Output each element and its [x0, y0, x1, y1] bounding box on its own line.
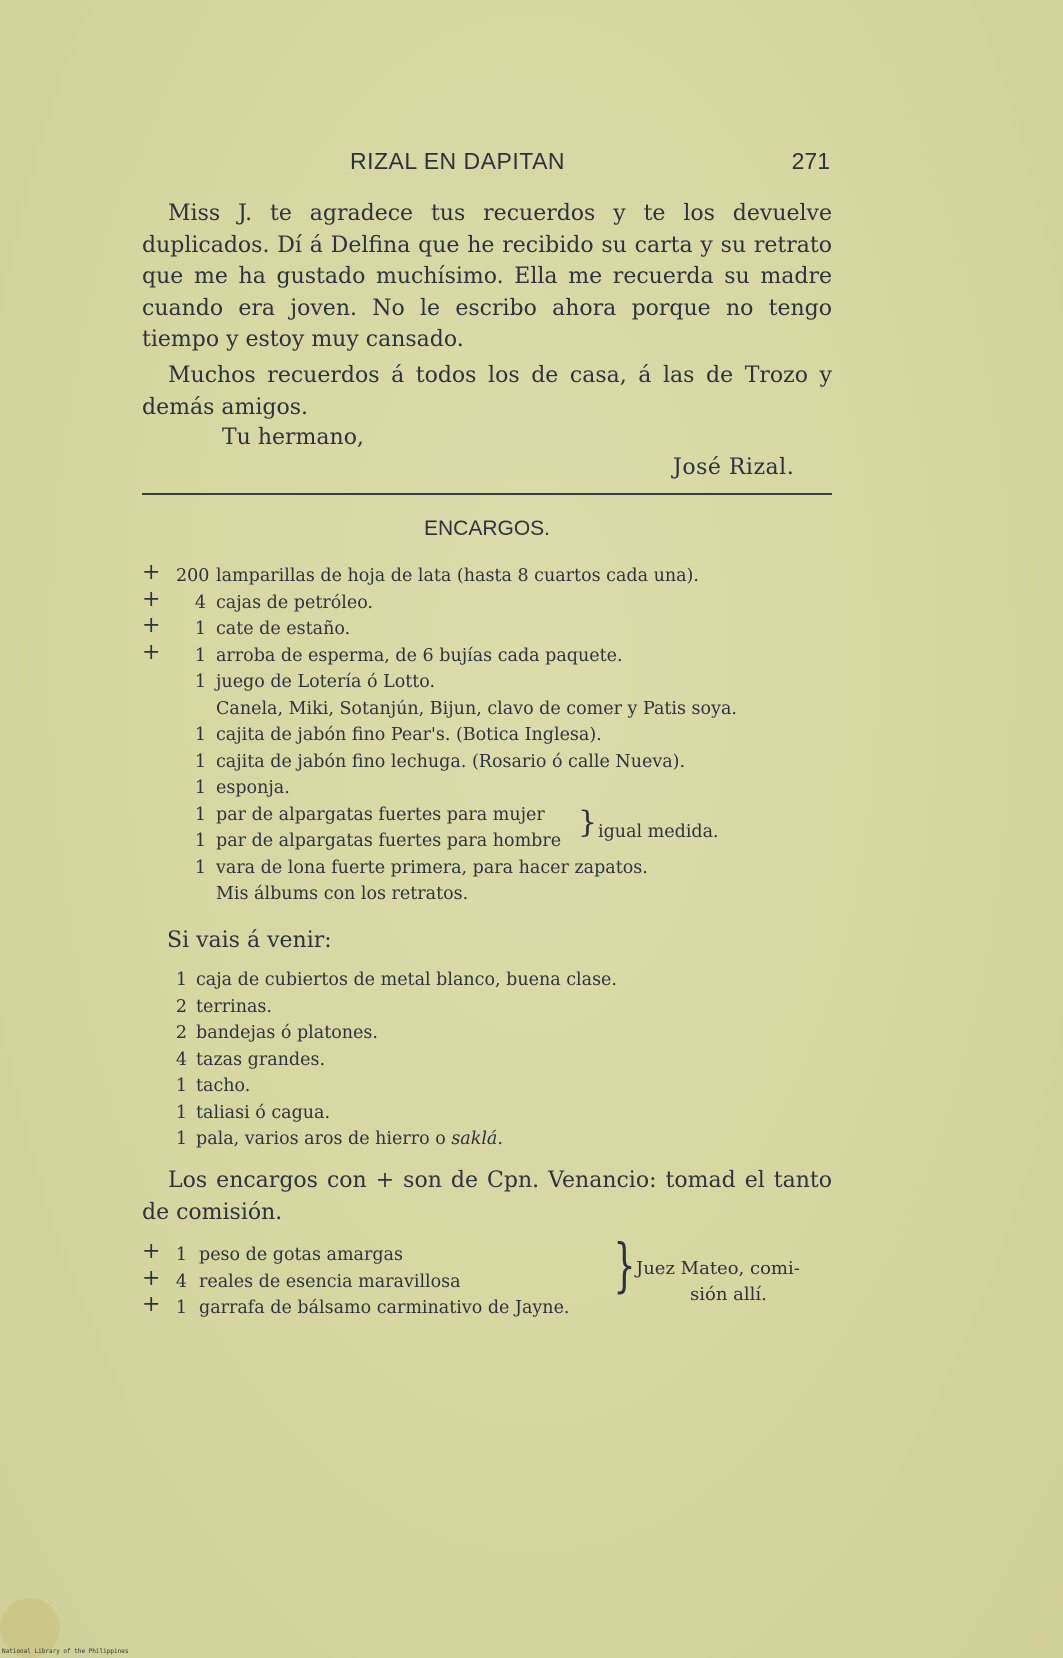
item-text: [196, 1100, 330, 1126]
item-text: [199, 1242, 403, 1268]
final-note-line1: Juez Mateo, comi-: [636, 1258, 800, 1279]
item-text: [196, 1020, 378, 1046]
item-text-body: cajas de petróleo.: [216, 592, 373, 613]
item-text-body: cajita de jabón fino lechuga. (Rosario ó calle Nueva).: [216, 751, 686, 772]
plus-mark: +: [142, 613, 161, 638]
item-quantity: 1: [194, 857, 206, 878]
item-text-italic: saklá.: [451, 1129, 503, 1149]
final-brace: }: [613, 1231, 636, 1299]
item-quantity: 2: [175, 996, 187, 1017]
item-quantity: 1: [175, 1245, 187, 1265]
item-quantity: 1: [194, 831, 206, 851]
item-text-body: arroba de esperma, de 6 bujías cada paquete.: [216, 645, 623, 666]
item-text-body: taliasi ó cagua.: [196, 1102, 331, 1123]
item-text: [199, 1269, 461, 1295]
item-quantity: 1: [194, 751, 206, 772]
item-text-body: Mis álbums con los retratos.: [216, 884, 469, 904]
item-text-body: vara de lona fuerte primera, para hacer zapatos.: [216, 857, 648, 878]
item-text-body: tacho.: [196, 1076, 251, 1096]
item-text: [216, 616, 350, 642]
item-quantity: 1: [175, 1129, 187, 1149]
item-text-body: tazas grandes.: [196, 1049, 326, 1070]
item-quantity: 1: [175, 1298, 187, 1318]
item-text: [216, 802, 545, 828]
item-text: [216, 855, 648, 881]
divider: [142, 493, 832, 495]
item-text: [196, 967, 617, 993]
item-text: [196, 994, 272, 1020]
item-quantity: 4: [175, 1049, 187, 1070]
item-text-body: cate de estaño.: [216, 619, 351, 639]
item-text-body: reales de esencia maravillosa: [199, 1271, 461, 1292]
plus-mark: +: [142, 1265, 161, 1291]
item-text: [216, 828, 561, 854]
item-text: [216, 881, 468, 907]
letter-signature: José Rizal.: [673, 455, 795, 480]
item-text-body: lamparillas de hoja de lata (hasta 8 cuartos cada una).: [216, 566, 699, 586]
item-text: [216, 643, 623, 669]
item-text-body: pala, varios aros de hierro o: [196, 1129, 452, 1149]
closing-note: Los encargos con + son de Cpn. Venancio: tomad el tanto de comisión.: [142, 1168, 832, 1225]
letter-closing: Tu hermano,: [222, 425, 364, 450]
plus-mark: +: [142, 1292, 161, 1317]
si-vais-heading: Si vais á venir:: [167, 928, 332, 953]
item-quantity: 1: [175, 970, 187, 990]
item-text-body: bandejas ó platones.: [196, 1023, 378, 1043]
item-quantity: 2: [175, 1023, 187, 1043]
item-quantity: 200: [176, 566, 210, 586]
item-text: [216, 696, 737, 722]
item-quantity: 4: [194, 592, 206, 613]
item-quantity: 1: [194, 645, 206, 666]
item-text-body: peso de gotas amargas: [199, 1245, 403, 1265]
encargos-title: ENCARGOS.: [423, 517, 551, 540]
item-text: [216, 722, 602, 748]
item-text: [216, 669, 435, 695]
item-text: [216, 749, 685, 775]
item-quantity: 1: [194, 778, 206, 798]
plus-mark: +: [142, 586, 161, 612]
item-text-body: par de alpargatas fuertes para hombre: [216, 831, 562, 851]
item-text: [199, 1295, 570, 1321]
plus-mark: +: [142, 1239, 161, 1264]
item-quantity: 1: [194, 725, 206, 745]
item-quantity: 1: [194, 672, 206, 692]
item-text: [196, 1073, 250, 1099]
item-text-body: esponja.: [216, 778, 290, 798]
item-text-body: cajita de jabón fino Pear's. (Botica Inglesa).: [216, 725, 602, 745]
final-note-line2: sión allí.: [690, 1284, 767, 1305]
letter-paragraph-1: Miss J. te agradece tus recuerdos y te los devuelve duplicados. Dí á Delfina que he recibido su carta y su retrato que me ha gustado muchísimo. Ella me recuerda su madre cuando era joven. No le escribo ahora porque no tengo tiempo y estoy muy cansado.: [142, 201, 832, 352]
item-quantity: 1: [175, 1076, 187, 1096]
item-text-body: Canela, Miki, Sotanjún, Bijun, clavo de comer y Patis soya.: [216, 698, 737, 719]
item-text: [196, 1047, 325, 1073]
item-text-body: caja de cubiertos de metal blanco, buena clase.: [196, 970, 617, 990]
item-text: [196, 1126, 503, 1152]
item-quantity: 1: [194, 619, 206, 639]
plus-mark: +: [142, 560, 161, 585]
item-text-body: garrafa de bálsamo carminativo de Jayne.: [199, 1298, 570, 1318]
bracket-note: igual medida.: [598, 822, 719, 842]
item-text: [216, 590, 373, 616]
bracket-brace: }: [578, 805, 598, 840]
item-quantity: 4: [175, 1271, 187, 1292]
page-number: 271: [791, 148, 830, 174]
item-quantity: 1: [175, 1102, 187, 1123]
letter-paragraph-2: Muchos recuerdos á todos los de casa, á las de Trozo y demás amigos.: [142, 363, 832, 420]
plus-mark: +: [142, 639, 161, 665]
item-quantity: 1: [194, 804, 206, 825]
running-header: [350, 148, 830, 178]
item-text-body: terrinas.: [196, 996, 272, 1017]
item-text: [216, 563, 699, 589]
footer-stamp: National Library of the Philippines: [2, 1648, 129, 1655]
item-text-body: juego de Lotería ó Lotto.: [216, 672, 436, 692]
page-title: RIZAL EN DAPITAN: [350, 148, 566, 174]
item-text: [216, 775, 290, 801]
item-text-body: par de alpargatas fuertes para mujer: [216, 804, 545, 825]
